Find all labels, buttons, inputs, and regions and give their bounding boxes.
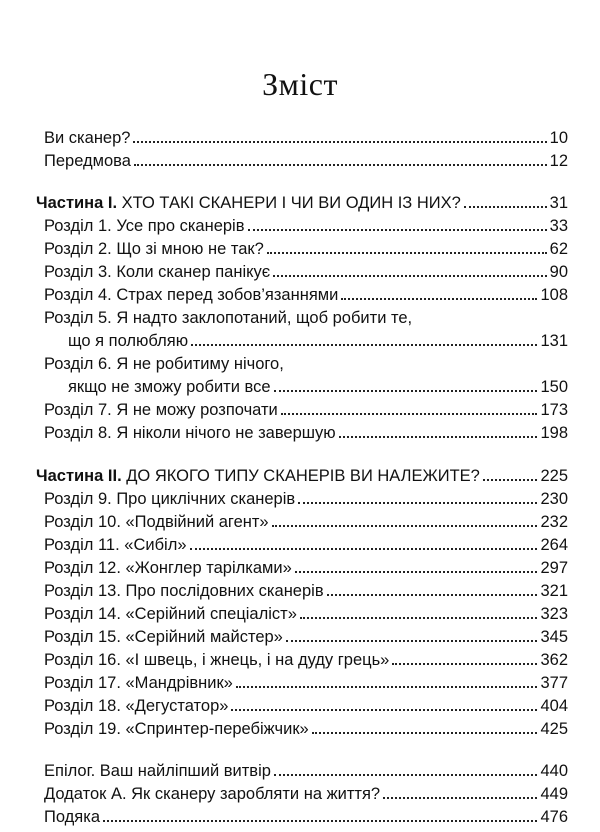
entry-page: 10	[549, 129, 568, 147]
entry-page: 345	[540, 628, 568, 646]
dot-leader	[191, 344, 537, 346]
entry-label: Розділ 15. «Серійний майстер»	[44, 628, 283, 646]
dot-leader	[134, 164, 547, 166]
dot-leader	[341, 298, 537, 300]
entry-label: Ви сканер?	[44, 129, 131, 147]
entry-page: 362	[540, 651, 568, 669]
toc-chapter-2[interactable]	[44, 237, 568, 259]
entry-page: 150	[540, 378, 568, 396]
dot-leader	[248, 229, 547, 231]
entry-page: 33	[549, 217, 568, 235]
entry-page: 449	[540, 785, 568, 803]
dot-leader	[267, 252, 547, 254]
toc-chapter-5-cont[interactable]	[68, 329, 568, 351]
entry-label-cont: якщо не зможу робити все	[68, 378, 271, 396]
toc-chapter-13[interactable]	[44, 579, 568, 601]
part-prefix: Частина II.	[36, 467, 122, 485]
dot-leader	[231, 709, 537, 711]
entry-label: Епілог. Ваш найліпший витвір	[44, 762, 271, 780]
entry-label: Розділ 18. «Дегустатор»	[44, 697, 229, 715]
entry-page: 321	[540, 582, 568, 600]
toc-chapter-9[interactable]	[44, 487, 568, 509]
toc-entry-preface[interactable]	[44, 149, 568, 171]
part-label	[36, 466, 480, 486]
entry-label: Розділ 13. Про послідовних сканерів	[44, 582, 324, 600]
dot-leader	[103, 820, 537, 822]
toc-chapter-10[interactable]	[44, 510, 568, 532]
dot-leader	[272, 525, 538, 527]
dot-leader	[339, 436, 538, 438]
entry-label: Подяка	[44, 808, 100, 826]
entry-page: 198	[540, 424, 568, 442]
entry-page: 232	[540, 513, 568, 531]
dot-leader	[274, 774, 538, 776]
toc-chapter-4[interactable]	[44, 283, 568, 305]
toc-entry-scanner[interactable]	[44, 126, 568, 148]
toc-chapter-7[interactable]	[44, 398, 568, 420]
page-title: Зміст	[262, 66, 338, 102]
toc-chapter-18[interactable]	[44, 694, 568, 716]
entry-page: 440	[540, 762, 568, 780]
dot-leader	[483, 479, 538, 481]
dot-leader	[392, 663, 537, 665]
entry-label: Додаток А. Як сканеру заробляти на життя?	[44, 785, 381, 803]
dot-leader	[274, 390, 538, 392]
toc-chapter-19[interactable]	[44, 717, 568, 739]
entry-page: 90	[549, 263, 568, 281]
entry-label-cont: що я полюбляю	[68, 332, 189, 350]
entry-label: Розділ 6. Я не робитиму нічого,	[44, 355, 284, 373]
entry-page: 404	[540, 697, 568, 715]
dot-leader	[327, 594, 538, 596]
entry-label: Передмова	[44, 152, 131, 170]
toc-chapter-15[interactable]	[44, 625, 568, 647]
entry-label: Розділ 7. Я не можу розпочати	[44, 401, 278, 419]
dot-leader	[464, 206, 547, 208]
entry-page: 108	[540, 286, 568, 304]
toc-entry-appendix-a[interactable]	[44, 782, 568, 804]
toc-part-2[interactable]	[36, 464, 568, 486]
dot-leader	[190, 548, 538, 550]
entry-page: 297	[540, 559, 568, 577]
dot-leader	[236, 686, 538, 688]
toc-chapter-6-cont[interactable]	[68, 375, 568, 397]
toc-entry-acknowledgements[interactable]	[44, 805, 568, 827]
dot-leader	[300, 617, 538, 619]
dot-leader	[281, 413, 538, 415]
dot-leader	[295, 571, 538, 573]
dot-leader	[273, 275, 546, 277]
entry-page: 230	[540, 490, 568, 508]
entry-page: 62	[549, 240, 568, 258]
dot-leader	[312, 732, 538, 734]
entry-page: 131	[540, 332, 568, 350]
entry-page: 225	[540, 467, 568, 485]
toc-part-1[interactable]	[36, 191, 568, 213]
entry-label: Розділ 2. Що зі мною не так?	[44, 240, 264, 258]
toc-chapter-17[interactable]	[44, 671, 568, 693]
entry-label: Розділ 1. Усе про сканерів	[44, 217, 245, 235]
entry-label: Розділ 9. Про циклічних сканерів	[44, 490, 296, 508]
entry-page: 323	[540, 605, 568, 623]
part-title: ДО ЯКОГО ТИПУ СКАНЕРІВ ВИ НАЛЕЖИТЕ?	[121, 467, 480, 485]
dot-leader	[133, 141, 546, 143]
entry-label: Розділ 11. «Сибіл»	[44, 536, 187, 554]
toc-chapter-6[interactable]	[44, 352, 568, 374]
toc-chapter-12[interactable]	[44, 556, 568, 578]
entry-page: 173	[540, 401, 568, 419]
part-label	[36, 193, 461, 213]
entry-page: 31	[549, 194, 568, 212]
toc-chapter-16[interactable]	[44, 648, 568, 670]
entry-label: Розділ 8. Я ніколи нічого не завершую	[44, 424, 336, 442]
toc-chapter-1[interactable]	[44, 214, 568, 236]
dot-leader	[383, 797, 537, 799]
entry-label: Розділ 5. Я надто заклопотаний, щоб робити те,	[44, 309, 413, 327]
entry-page: 12	[549, 152, 568, 170]
entry-label: Розділ 10. «Подвійний агент»	[44, 513, 269, 531]
entry-label: Розділ 14. «Серійний спеціаліст»	[44, 605, 297, 623]
toc-chapter-5[interactable]	[44, 306, 568, 328]
entry-label: Розділ 3. Коли сканер панікує	[44, 263, 271, 281]
part-title: ХТО ТАКІ СКАНЕРИ І ЧИ ВИ ОДИН ІЗ НИХ?	[117, 194, 461, 212]
toc-chapter-14[interactable]	[44, 602, 568, 624]
entry-page: 476	[540, 808, 568, 826]
toc-chapter-11[interactable]	[44, 533, 568, 555]
toc-chapter-8[interactable]	[44, 421, 568, 443]
part-prefix: Частина I.	[36, 194, 118, 212]
entry-label: Розділ 16. «І швець, і жнець, і на дуду грець»	[44, 651, 390, 669]
toc-chapter-3[interactable]	[44, 260, 568, 282]
entry-page: 425	[540, 720, 568, 738]
dot-leader	[286, 640, 538, 642]
dot-leader	[298, 502, 537, 504]
toc-entry-epilogue[interactable]	[44, 759, 568, 781]
entry-label: Розділ 17. «Мандрівник»	[44, 674, 233, 692]
entry-page: 377	[540, 674, 568, 692]
entry-label: Розділ 19. «Спринтер-перебіжчик»	[44, 720, 309, 738]
entry-label: Розділ 4. Страх перед зобов’язаннями	[44, 286, 339, 304]
entry-page: 264	[540, 536, 568, 554]
entry-label: Розділ 12. «Жонглер тарілками»	[44, 559, 292, 577]
